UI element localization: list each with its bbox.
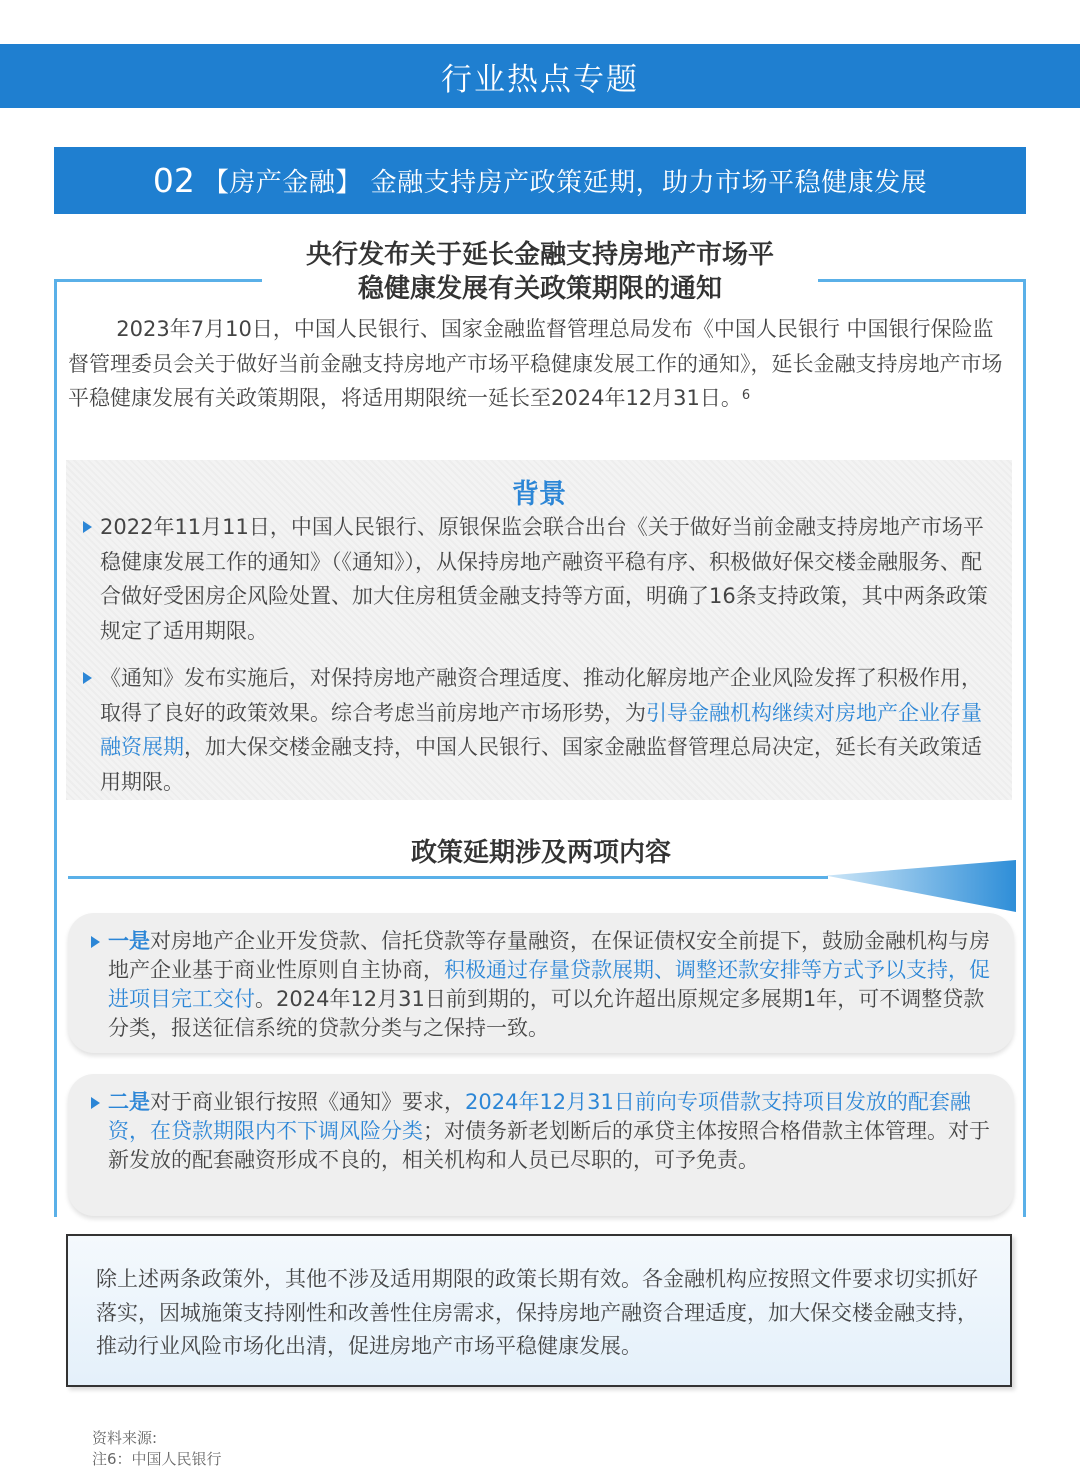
source-label: 资料来源: [92, 1429, 158, 1447]
policy-item-2-text-b: ；对债务新老划断后的承贷主体按照合格借款主体管理。对于新发放的配套融资形成不良的，相关机构和人员已尽职的，可予免责。 [108, 1119, 990, 1172]
section-header [54, 147, 1026, 214]
background-point-1 [100, 510, 1000, 648]
summary-text: 除上述两条政策外，其他不涉及适用期限的政策长期有效。各金融机构应按照文件要求切实抓好落实，因城施策支持刚性和改善性住房需求，保持房地产融资合理适度，加大保交楼金融支持，推动行业风险市场化出清，促进房地产市场平稳健康发展。 [96, 1267, 978, 1358]
top-banner [0, 44, 1080, 108]
policy-heading-underline [68, 876, 828, 879]
source-note: 注6：中国人民银行 [92, 1450, 222, 1468]
background-point-2-text-b: ，加大保交楼金融支持，中国人民银行、国家金融监督管理总局决定，延长有关政策适用期限。 [100, 735, 982, 794]
background-heading: 背景 [512, 479, 566, 510]
triangle-bullet-icon [83, 521, 92, 533]
policy-item-1 [108, 927, 1004, 1043]
intro-text: 2023年7月10日，中国人民银行、国家金融监督管理总局发布《中国人民银行 中国银行保险监督管理委员会关于做好当前金融支持房地产市场平稳健康发展工作的通知》，延长金融支持房地产市场平稳健康发展有关政策期限，将适用期限统一延长至2024年12月31日。 [68, 317, 1003, 410]
background-point-1-text: 2022年11月11日，中国人民银行、原银保监会联合出台《关于做好当前金融支持房地产市场平稳健康发展工作的通知》（《通知》），从保持房地产融资平稳有序、积极做好保交楼金融服务、配合做好受困房企风险处置、加大住房租赁金融支持等方面，明确了16条支持政策，其中两条政策规定了适用期限。 [100, 515, 988, 643]
policy-item-2-lead: 二是 [108, 1090, 150, 1114]
policy-item-1-lead: 一是 [108, 929, 150, 953]
banner-title: 行业热点专题 [441, 61, 639, 98]
card-title-line2: 稳健康发展有关政策期限的通知 [357, 274, 722, 304]
intro-paragraph [68, 312, 1014, 416]
source-notes [92, 1428, 222, 1470]
background-point-2-text-a: 《通知》发布实施后，对保持房地产融资合理适度、推动化解房地产企业风险发挥了积极作用，取得了良好的政策效果。综合考虑当前房地产市场形势，为 [100, 666, 982, 725]
policy-item-2-text-a: 对于商业银行按照《通知》要求， [150, 1090, 465, 1114]
triangle-bullet-icon [91, 1097, 100, 1109]
policy-item-2-highlight: 2024年12月31日前向专项借款支持项目发放的配套融资，在贷款期限内不下调风险分类 [108, 1090, 971, 1143]
card-title [262, 238, 818, 306]
section-number: 02 [152, 161, 195, 200]
section-title: 【房产金融】 金融支持房产政策延期，助力市场平稳健康发展 [202, 168, 928, 198]
card-title-line1: 央行发布关于延长金融支持房地产市场平 [305, 240, 774, 270]
policy-item-1-text-b: 。2024年12月31日前到期的，可以允许超出原规定多展期1年，可不调整贷款分类，报送征信系统的贷款分类与之保持一致。 [108, 987, 985, 1040]
background-point-2-highlight: 引导金融机构继续对房地产企业存量融资展期 [100, 700, 982, 759]
triangle-bullet-icon [83, 672, 92, 684]
policy-item-1-highlight: 积极通过存量贷款展期、调整还款安排等方式予以支持，促进项目完工交付 [108, 958, 990, 1011]
policy-heading: 政策延期涉及两项内容 [410, 838, 671, 868]
triangle-bullet-icon [91, 936, 100, 948]
policy-item-1-text-a: 对房地产企业开发贷款、信托贷款等存量融资，在保证债权安全前提下，鼓励金融机构与房地产企业基于商业性原则自主协商， [108, 929, 990, 982]
footnote-ref: 6 [741, 388, 751, 403]
background-point-2 [100, 661, 1000, 799]
policy-item-2 [108, 1088, 1004, 1175]
